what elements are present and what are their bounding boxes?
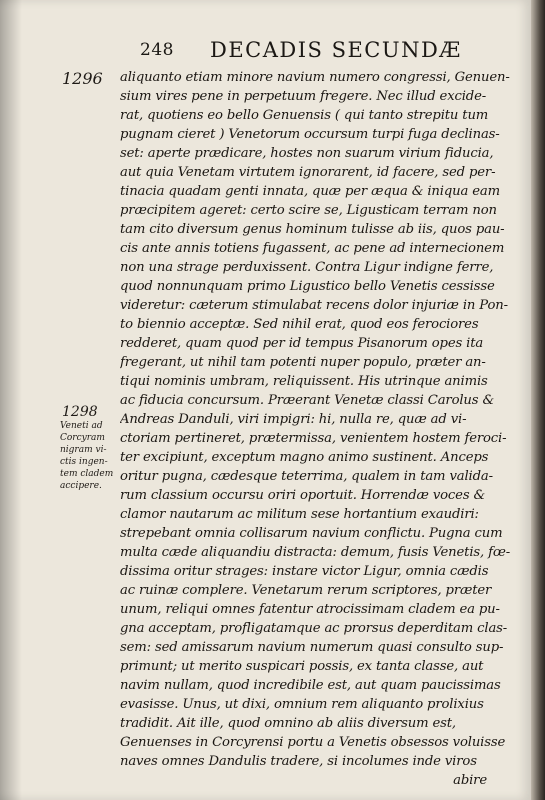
margin-year-mid: 1298 [62,404,98,420]
text-line: rat, quotiens eo bello Genuensis ( qui tanto strepitu tum [120,108,489,123]
text-line: non una strage perduxissent. Contra Ligur indigne ferre, [120,260,494,275]
text-line: clamor nautarum ac militum sese hortantium exaudiri: [120,507,479,522]
margin-note-line: Corcyram [60,433,105,443]
text-line: dissima oritur strages: instare victor Ligur, omnia cædis [120,564,489,579]
text-line: sium vires pene in perpetuum fregere. Nec illud excide- [120,89,487,104]
text-line: set: aperte prædicare, hostes non suarum virium fiducia, [120,146,494,161]
text-line: navim nullam, quod incredibile est, aut quam paucissimas [120,678,501,693]
margin-note-line: tem cladem [60,469,114,479]
text-line: strepebant omnia collisarum navium conflictu. Pugna cum [120,526,503,541]
text-line: oritur pugna, cædesque teterrima, qualem in tam valida- [120,469,493,484]
text-line: ac ruinæ complere. Venetarum rerum scriptores, præter [120,583,492,598]
text-line: to biennio acceptæ. Sed nihil erat, quod eos ferociores [120,317,479,332]
text-line: aut quia Venetam virtutem ignorarent, id facere, sed per- [120,165,496,180]
text-line: naves omnes Dandulis tradere, si incolumes inde viros [120,754,477,769]
text-line: ter excipiunt, exceptum magno animo sustinent. Anceps [120,450,489,465]
text-line: tiqui nominis umbram, reliquissent. His utrinque animis [120,374,488,389]
text-line: aliquanto etiam minore navium numero congressi, Genuen- [120,70,510,85]
text-line: redderet, quam quod per id tempus Pisanorum opes ita [120,336,484,351]
body-text [120,68,515,790]
text-line: gna acceptam, profligatamque ac prorsus deperditam clas- [120,621,508,636]
text-line: tinacia quadam genti innata, quæ per æqua & iniqua eam [120,184,500,199]
margin-note-line: nigram vi- [60,445,107,455]
text-line: multa cæde aliquandiu distracta: demum, fusis Venetis, fœ- [120,545,511,560]
text-line: sem: sed amissarum navium numerum quasi consulto sup- [120,640,504,655]
margin-year-top: 1296 [62,69,103,88]
page-edge [531,0,545,800]
running-title: DECADIS SECUNDÆ [210,38,462,62]
text-line: videretur: cæterum stimulabat recens dolor injuriæ in Pon- [120,298,508,313]
gutter-shadow [0,0,22,800]
catchword: abire [453,773,487,788]
text-line: unum, reliqui omnes fatentur atrocissimam cladem ea pu- [120,602,500,617]
text-line: evasisse. Unus, ut dixi, omnium rem aliquanto prolixius [120,697,484,712]
text-line: quod nonnunquam primo Ligustico bello Venetis cessisse [120,279,495,294]
text-line: Andreas Danduli, viri impigri: hi, nulla re, quæ ad vi- [120,412,467,427]
text-line: tam cito diversum genus hominum tulisse ab iis, quos pau- [120,222,505,237]
text-line: præcipitem ageret: certo scire se, Ligusticam terram non [120,203,497,218]
text-line: primunt; ut merito suspicari possis, ex tanta classe, aut [120,659,484,674]
text-line: pugnam cieret ) Venetorum occursum turpi fuga declinas- [120,127,500,142]
margin-note-line: accipere. [60,481,102,491]
text-line: ctoriam pertineret, prætermissa, venientem hostem feroci- [120,431,507,446]
page-header [0,40,531,70]
page-number: 248 [140,40,174,60]
text-line: ac fiducia concursum. Præerant Venetæ classi Carolus & [120,393,495,408]
margin-note [60,420,120,492]
text-line: Genuenses in Corcyrensi portu a Venetis obsessos voluisse [120,735,506,750]
text-line: tradidit. Ait ille, quod omnino ab aliis diversum est, [120,716,456,731]
margin-note-line: ctis ingen- [60,457,108,467]
margin-note-line: Veneti ad [60,421,103,431]
text-line: rum classium occursu oriri oportuit. Horrendæ voces & [120,488,486,503]
text-line: cis ante annis totiens fugassent, ac pene ad internecionem [120,241,505,256]
text-line: fregerant, ut nihil tam potenti nuper populo, præter an- [120,355,486,370]
